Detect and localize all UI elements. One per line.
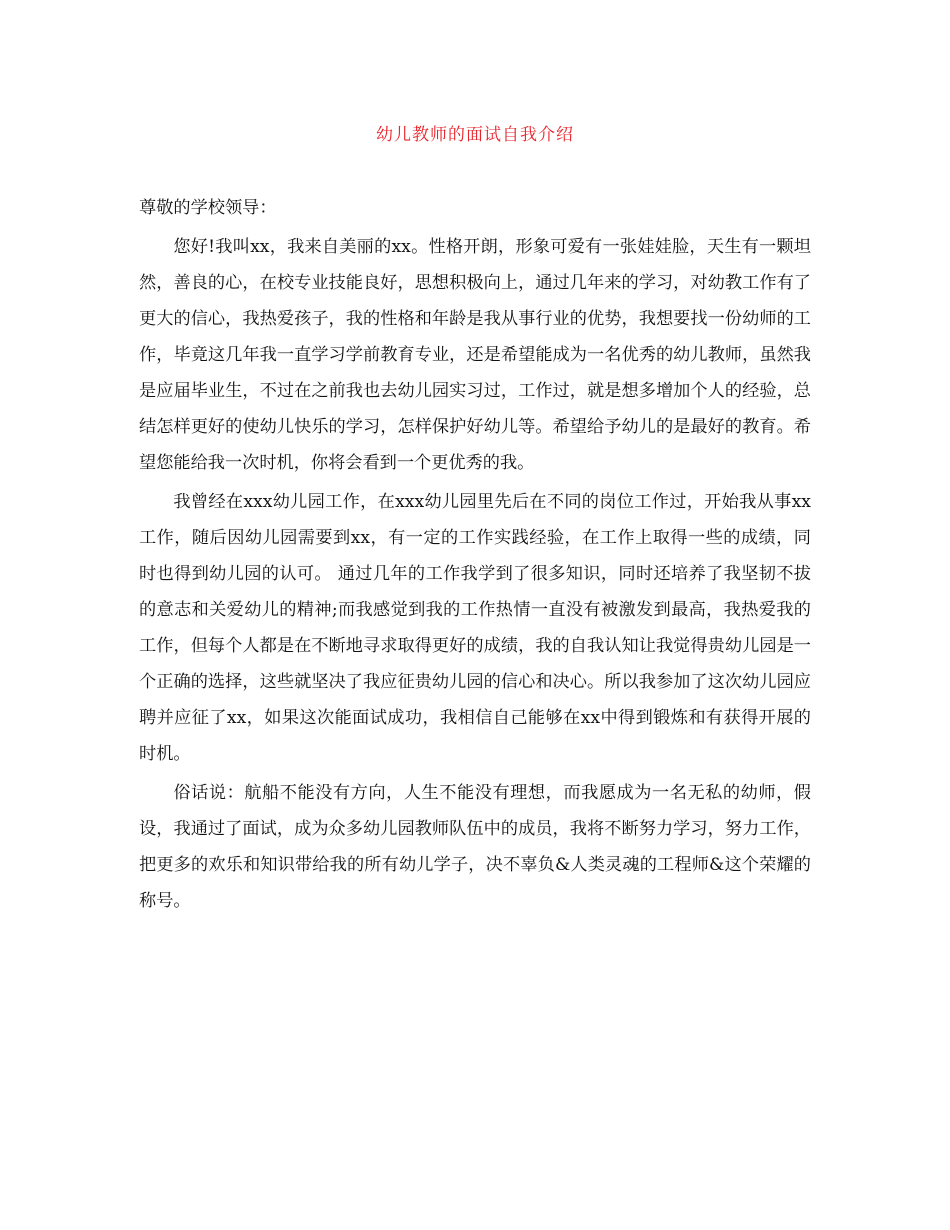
document-body [139, 190, 811, 922]
paragraph-aspiration: 俗话说：航船不能没有方向，人生不能没有理想，而我愿成为一名无私的幼师，假设，我通过了面试，成为众多幼儿园教师队伍中的成员，我将不断努力学习，努力工作，把更多的欢乐和知识带给我的所有幼儿学子，决不辜负&人类灵魂的工程师&这个荣耀的称号。 [139, 783, 811, 911]
paragraph-introduction: 您好!我叫xx，我来自美丽的xx。性格开朗，形象可爱有一张娃娃脸，天生有一颗坦然，善良的心，在校专业技能良好，思想积极向上，通过几年来的学习，对幼教工作有了更大的信心，我热爱孩子，我的性格和年龄是我从事行业的优势，我想要找一份幼师的工作，毕竟这几年我一直学习学前教育专业，还是希望能成为一名优秀的幼儿教师，虽然我是应届毕业生，不过在之前我也去幼儿园实习过，工作过，就是想多增加个人的经验，总结怎样更好的使幼儿快乐的学习，怎样保护好幼儿等。希望给予幼儿的是最好的教育。希望您能给我一次时机，你将会看到一个更优秀的我。 [139, 237, 811, 473]
paragraph-work-experience: 我曾经在xxx幼儿园工作，在xxx幼儿园里先后在不同的岗位工作过，开始我从事xx工作，随后因幼儿园需要到xx，有一定的工作实践经验，在工作上取得一些的成绩，同时也得到幼儿园的认可。 通过几年的工作我学到了很多知识，同时还培养了我坚韧不拔的意志和关爱幼儿的精神;而我感觉到我的工作热情一直没有被激发到最高，我热爱我的工作，但每个人都是在不断地寻求取得更好的成绩，我的自我认知让我觉得贵幼儿园是一个正确的选择，这些就坚决了我应征贵幼儿园的信心和决心。所以我参加了这次幼儿园应聘并应征了xx，如果这次能面试成功，我相信自己能够在xx中得到锻炼和有获得开展的时机。 [139, 492, 811, 764]
salutation: 尊敬的学校领导： [139, 198, 277, 218]
document-title: 幼儿教师的面试自我介绍 [376, 125, 574, 145]
